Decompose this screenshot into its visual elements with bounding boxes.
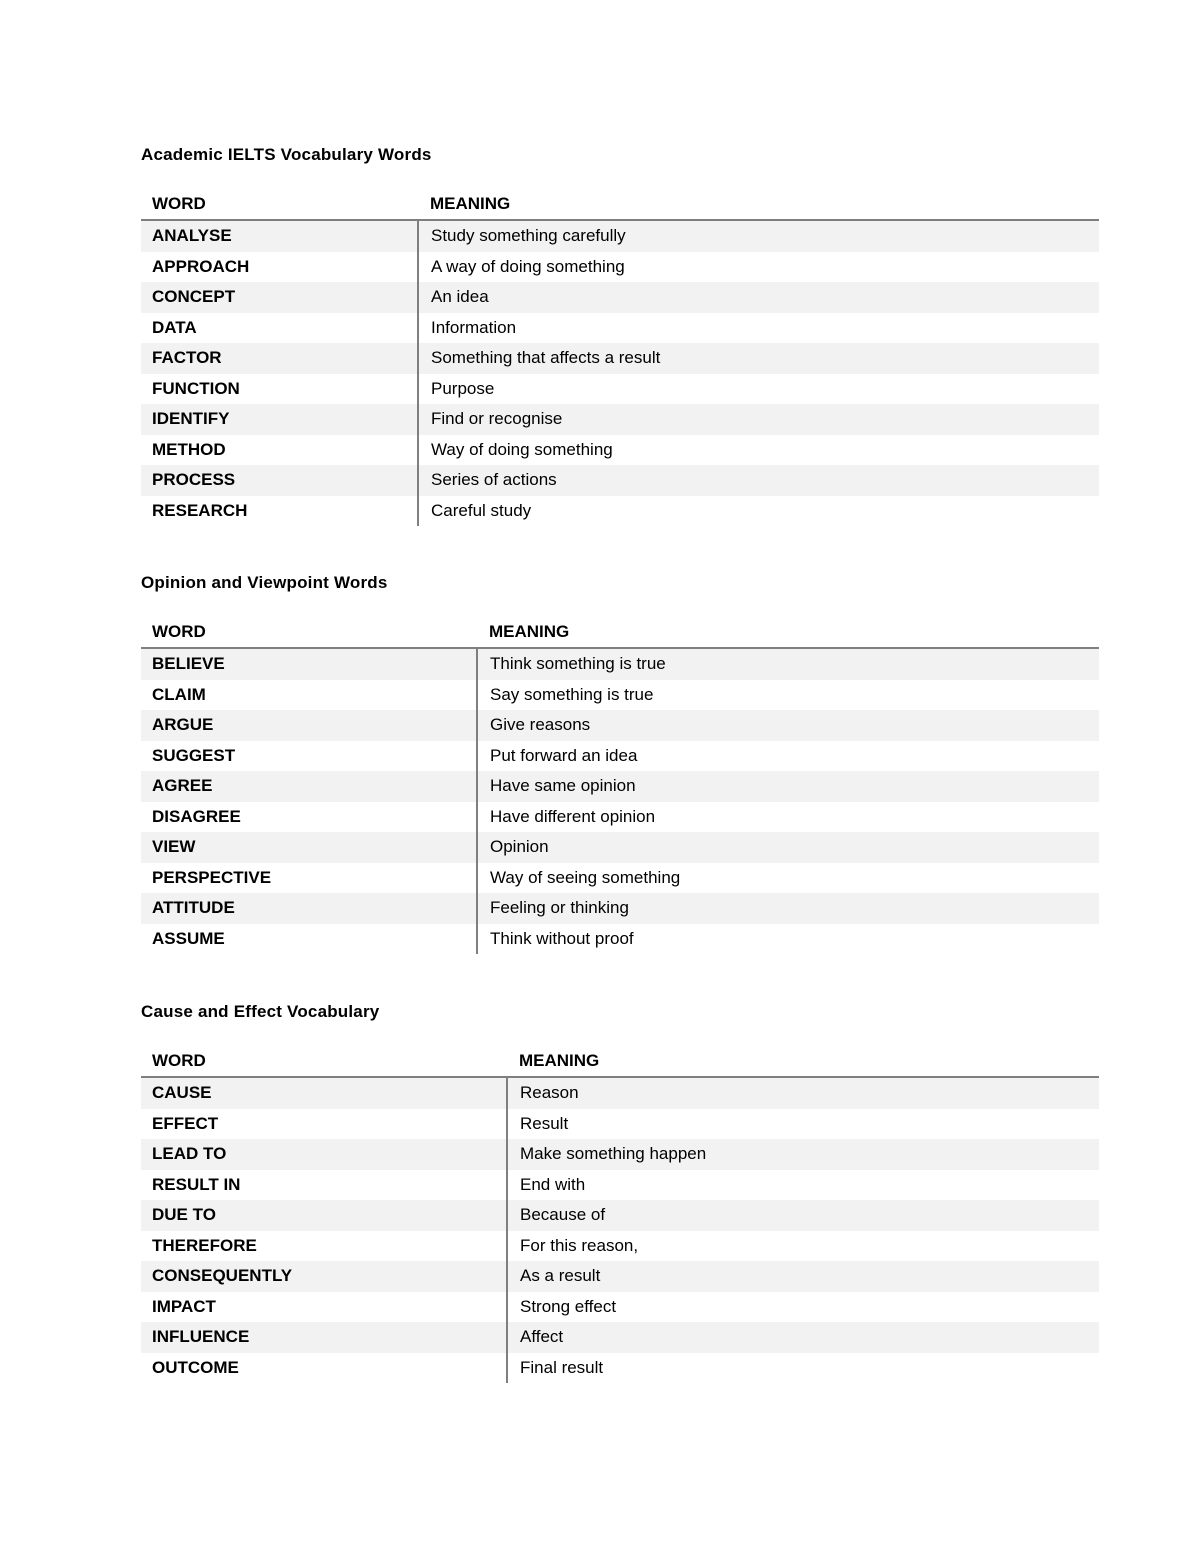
- vocab-word: FACTOR: [141, 343, 418, 374]
- table-header-row: [141, 189, 1099, 220]
- vocab-word: OUTCOME: [141, 1353, 507, 1384]
- column-header-word: WORD: [141, 617, 477, 648]
- vocab-meaning: Say something is true: [477, 680, 1099, 711]
- vocab-meaning: Think without proof: [477, 924, 1099, 955]
- section-title: Academic IELTS Vocabulary Words: [141, 145, 432, 164]
- column-header-meaning: MEANING: [418, 189, 1099, 220]
- table-row: [141, 1170, 1099, 1201]
- vocab-meaning: Strong effect: [507, 1292, 1099, 1323]
- table-row: [141, 496, 1099, 527]
- vocab-meaning: Make something happen: [507, 1139, 1099, 1170]
- column-header-meaning: MEANING: [507, 1046, 1099, 1077]
- vocabulary-table: [141, 1046, 1099, 1383]
- table-row: [141, 710, 1099, 741]
- table-header-row: [141, 617, 1099, 648]
- column-header-word: WORD: [141, 189, 418, 220]
- vocab-word: VIEW: [141, 832, 477, 863]
- vocab-meaning: Something that affects a result: [418, 343, 1099, 374]
- vocab-meaning: Series of actions: [418, 465, 1099, 496]
- vocab-word: SUGGEST: [141, 741, 477, 772]
- vocab-word: ASSUME: [141, 924, 477, 955]
- table-row: [141, 1139, 1099, 1170]
- table-row: [141, 771, 1099, 802]
- table-row: [141, 1292, 1099, 1323]
- table-row: [141, 465, 1099, 496]
- vocab-meaning: Reason: [507, 1077, 1099, 1109]
- vocab-meaning: Purpose: [418, 374, 1099, 405]
- vocab-word: BELIEVE: [141, 648, 477, 680]
- vocab-word: CONSEQUENTLY: [141, 1261, 507, 1292]
- vocab-word: CAUSE: [141, 1077, 507, 1109]
- vocab-word: RESULT IN: [141, 1170, 507, 1201]
- vocab-meaning: Feeling or thinking: [477, 893, 1099, 924]
- column-header-meaning: MEANING: [477, 617, 1099, 648]
- vocab-meaning: End with: [507, 1170, 1099, 1201]
- vocab-word: DATA: [141, 313, 418, 344]
- table-row: [141, 404, 1099, 435]
- table-row: [141, 680, 1099, 711]
- table-row: [141, 374, 1099, 405]
- vocab-meaning: A way of doing something: [418, 252, 1099, 283]
- column-header-word: WORD: [141, 1046, 507, 1077]
- vocab-meaning: As a result: [507, 1261, 1099, 1292]
- table-row: [141, 1353, 1099, 1384]
- table-row: [141, 1109, 1099, 1140]
- vocab-word: PROCESS: [141, 465, 418, 496]
- vocab-meaning: Careful study: [418, 496, 1099, 527]
- section-title: Cause and Effect Vocabulary: [141, 1002, 380, 1021]
- vocab-meaning: Way of doing something: [418, 435, 1099, 466]
- table-header-row: [141, 1046, 1099, 1077]
- vocab-word: DUE TO: [141, 1200, 507, 1231]
- vocab-word: FUNCTION: [141, 374, 418, 405]
- vocab-word: IDENTIFY: [141, 404, 418, 435]
- vocab-word: ANALYSE: [141, 220, 418, 252]
- table-row: [141, 893, 1099, 924]
- vocab-meaning: Find or recognise: [418, 404, 1099, 435]
- vocabulary-table: [141, 617, 1099, 954]
- vocab-meaning: For this reason,: [507, 1231, 1099, 1262]
- table-row: [141, 802, 1099, 833]
- vocab-meaning: Study something carefully: [418, 220, 1099, 252]
- table-row: [141, 252, 1099, 283]
- table-row: [141, 648, 1099, 680]
- vocab-word: RESEARCH: [141, 496, 418, 527]
- table-row: [141, 282, 1099, 313]
- section-title: Opinion and Viewpoint Words: [141, 573, 388, 592]
- vocab-meaning: Affect: [507, 1322, 1099, 1353]
- vocab-word: AGREE: [141, 771, 477, 802]
- table-row: [141, 343, 1099, 374]
- vocab-word: ATTITUDE: [141, 893, 477, 924]
- vocab-word: CLAIM: [141, 680, 477, 711]
- vocab-meaning: Result: [507, 1109, 1099, 1140]
- vocab-meaning: Have same opinion: [477, 771, 1099, 802]
- vocab-word: CONCEPT: [141, 282, 418, 313]
- section-academic-vocabulary: [141, 145, 1099, 526]
- table-row: [141, 832, 1099, 863]
- vocab-meaning: Give reasons: [477, 710, 1099, 741]
- table-row: [141, 924, 1099, 955]
- vocab-word: PERSPECTIVE: [141, 863, 477, 894]
- table-row: [141, 863, 1099, 894]
- vocab-word: EFFECT: [141, 1109, 507, 1140]
- vocab-meaning: An idea: [418, 282, 1099, 313]
- vocabulary-table: [141, 189, 1099, 526]
- vocab-word: DISAGREE: [141, 802, 477, 833]
- table-row: [141, 1200, 1099, 1231]
- vocab-meaning: Final result: [507, 1353, 1099, 1384]
- table-row: [141, 1077, 1099, 1109]
- table-row: [141, 1261, 1099, 1292]
- section-opinion-viewpoint: [141, 573, 1099, 954]
- table-row: [141, 435, 1099, 466]
- vocab-word: LEAD TO: [141, 1139, 507, 1170]
- vocab-word: THEREFORE: [141, 1231, 507, 1262]
- table-row: [141, 1322, 1099, 1353]
- vocab-word: IMPACT: [141, 1292, 507, 1323]
- vocab-meaning: Way of seeing something: [477, 863, 1099, 894]
- vocab-meaning: Because of: [507, 1200, 1099, 1231]
- vocab-word: ARGUE: [141, 710, 477, 741]
- vocab-word: INFLUENCE: [141, 1322, 507, 1353]
- table-row: [141, 741, 1099, 772]
- section-cause-effect: [141, 1002, 1099, 1383]
- vocab-meaning: Put forward an idea: [477, 741, 1099, 772]
- table-row: [141, 220, 1099, 252]
- vocab-meaning: Think something is true: [477, 648, 1099, 680]
- vocab-word: METHOD: [141, 435, 418, 466]
- vocab-meaning: Opinion: [477, 832, 1099, 863]
- vocab-meaning: Information: [418, 313, 1099, 344]
- table-row: [141, 313, 1099, 344]
- vocab-meaning: Have different opinion: [477, 802, 1099, 833]
- vocab-word: APPROACH: [141, 252, 418, 283]
- table-row: [141, 1231, 1099, 1262]
